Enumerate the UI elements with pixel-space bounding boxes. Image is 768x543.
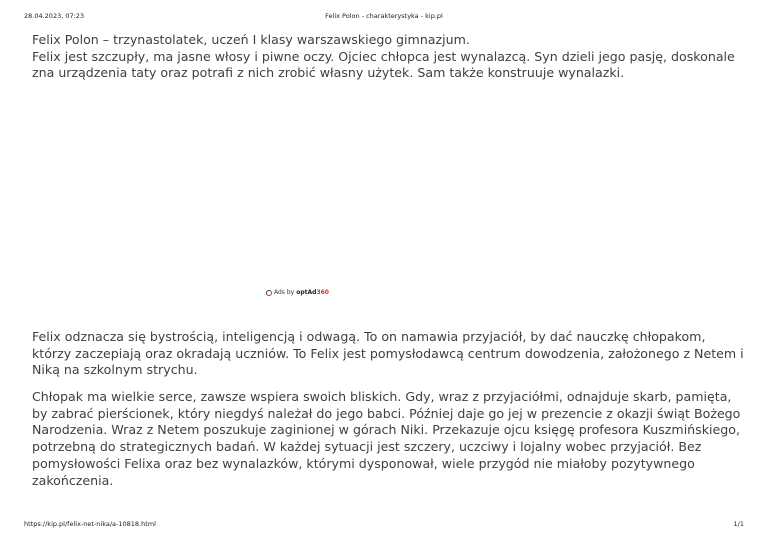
print-date: 28.04.2023, 07:23 bbox=[24, 12, 85, 20]
footer-url[interactable]: https://kip.pl/felix-net-nika/a-10818.html bbox=[24, 520, 156, 528]
ad-brand bbox=[296, 289, 329, 296]
ad-prefix: Ads by bbox=[274, 289, 295, 296]
ad-attribution[interactable] bbox=[266, 289, 329, 296]
ad-brand-main: optAd bbox=[296, 289, 317, 296]
paragraph-character bbox=[32, 389, 748, 489]
page-number: 1/1 bbox=[733, 520, 744, 528]
ad-logo-icon bbox=[266, 290, 272, 296]
paragraph-1: Felix odznacza się bystrością, inteligencją i odwagą. To on namawia przyjaciół, by dać nauczkę chłopakom, którzy zaczepiają oraz okradają uczniów. To Felix jest pomysłodawcą centrum dowodzenia, założonego z Netem i Niką na szkolnym strychu. bbox=[32, 329, 744, 378]
intro-line-1: Felix Polon – trzynastolatek, uczeń I klasy warszawskiego gimnazjum. bbox=[32, 32, 470, 47]
page-title: Felix Polon - charakterystyka - kip.pl bbox=[325, 12, 443, 20]
ad-brand-accent: 360 bbox=[316, 289, 329, 296]
intro-block bbox=[32, 32, 748, 82]
paragraph-traits bbox=[32, 329, 748, 379]
intro-line-2: Felix jest szczupły, ma jasne włosy i piwne oczy. Ojciec chłopca jest wynalazcą. Syn dzieli jego pasję, doskonale zna urządzenia taty oraz potrafi z nich zrobić własny użytek. Sam także konstruuje wynalazki. bbox=[32, 48, 735, 81]
paragraph-2: Chłopak ma wielkie serce, zawsze wspiera swoich bliskich. Gdy, wraz z przyjaciółmi, odnajduje skarb, pamięta, by zabrać pierścionek, który niegdyś należał do jego babci. Później daje go jej w prezencie z okazji świąt Bożego Narodzenia. Wraz z Netem poszukuje zaginionej w górach Niki. Przekazuje ojcu księgę profesora Kuszmińskiego, potrzebną do strategicznych badań. W każdej sytuacji jest szczery, uczciwy i lojalny wobec przyjaciół. Bez pomysłowości Felixa oraz bez wynalazków, którymi dysponował, wiele przygód nie miałoby pozytywnego zakończenia. bbox=[32, 389, 741, 488]
